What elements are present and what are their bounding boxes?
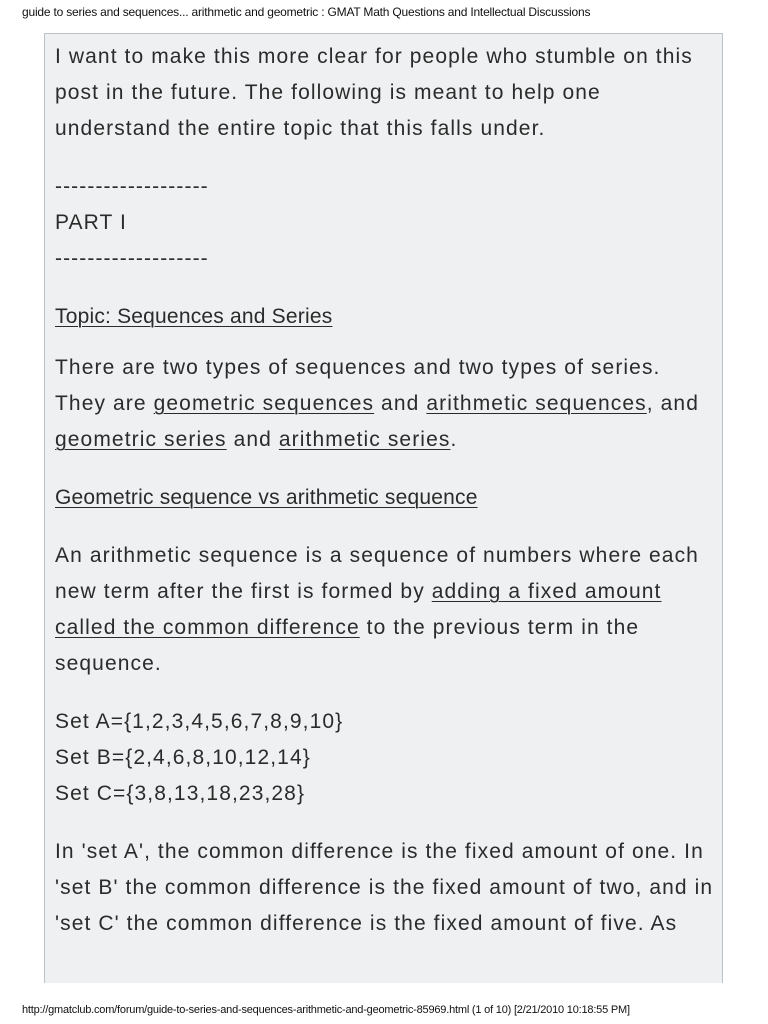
page-header-title: guide to series and sequences... arithmetic and geometric : GMAT Math Questions and Intellectual Discussions bbox=[22, 5, 591, 19]
link-arithmetic-sequences[interactable]: arithmetic sequences bbox=[426, 392, 647, 415]
types-text-1: There are two types of sequences and two types of series. They are bbox=[55, 356, 661, 415]
divider-top: ------------------- bbox=[55, 175, 209, 198]
link-geometric-sequences[interactable]: geometric sequences bbox=[153, 392, 375, 415]
arith-text-2: to the previous term in the sequence. bbox=[55, 616, 640, 675]
link-geometric-series[interactable]: geometric series bbox=[55, 428, 227, 451]
types-text-5: . bbox=[450, 428, 458, 451]
types-paragraph bbox=[55, 350, 715, 458]
types-text-3: , and bbox=[646, 392, 699, 415]
arith-text-1: An arithmetic sequence is a sequence of numbers where each new term after the first is formed by bbox=[55, 544, 699, 603]
explanation-paragraph: In 'set A', the common difference is the fixed amount of one. In 'set B' the common difference is the fixed amount of two, and in 'set C' the common difference is the fixed amount of five. As bbox=[55, 840, 714, 935]
post-container bbox=[44, 33, 723, 983]
topic-heading bbox=[55, 299, 715, 335]
types-text-2: and bbox=[374, 392, 427, 415]
part-label: PART I bbox=[55, 211, 127, 234]
link-common-difference[interactable]: adding a fixed amount called the common difference bbox=[55, 580, 662, 639]
set-b-line: Set B={2,4,6,8,10,12,14} bbox=[55, 746, 311, 769]
post-content bbox=[55, 39, 715, 942]
intro-paragraph: I want to make this more clear for people who stumble on this post in the future. The following is meant to help one understand the entire topic that this falls under. bbox=[55, 45, 693, 140]
arithmetic-definition-paragraph bbox=[55, 538, 715, 682]
types-text-4: and bbox=[226, 428, 279, 451]
set-c-line: Set C={3,8,13,18,23,28} bbox=[55, 782, 306, 805]
page-footer-url: http://gmatclub.com/forum/guide-to-series-and-sequences-arithmetic-and-geometric-85969.html (1 of 10) [2/21/2010 10:18:55 PM] bbox=[22, 1004, 630, 1016]
comparison-heading-text: Geometric sequence vs arithmetic sequence bbox=[55, 486, 478, 509]
set-a-line: Set A={1,2,3,4,5,6,7,8,9,10} bbox=[55, 710, 344, 733]
comparison-heading bbox=[55, 480, 715, 516]
topic-heading-text: Topic: Sequences and Series bbox=[55, 305, 333, 328]
divider-bottom: ------------------- bbox=[55, 247, 209, 270]
link-arithmetic-series[interactable]: arithmetic series bbox=[278, 428, 451, 451]
